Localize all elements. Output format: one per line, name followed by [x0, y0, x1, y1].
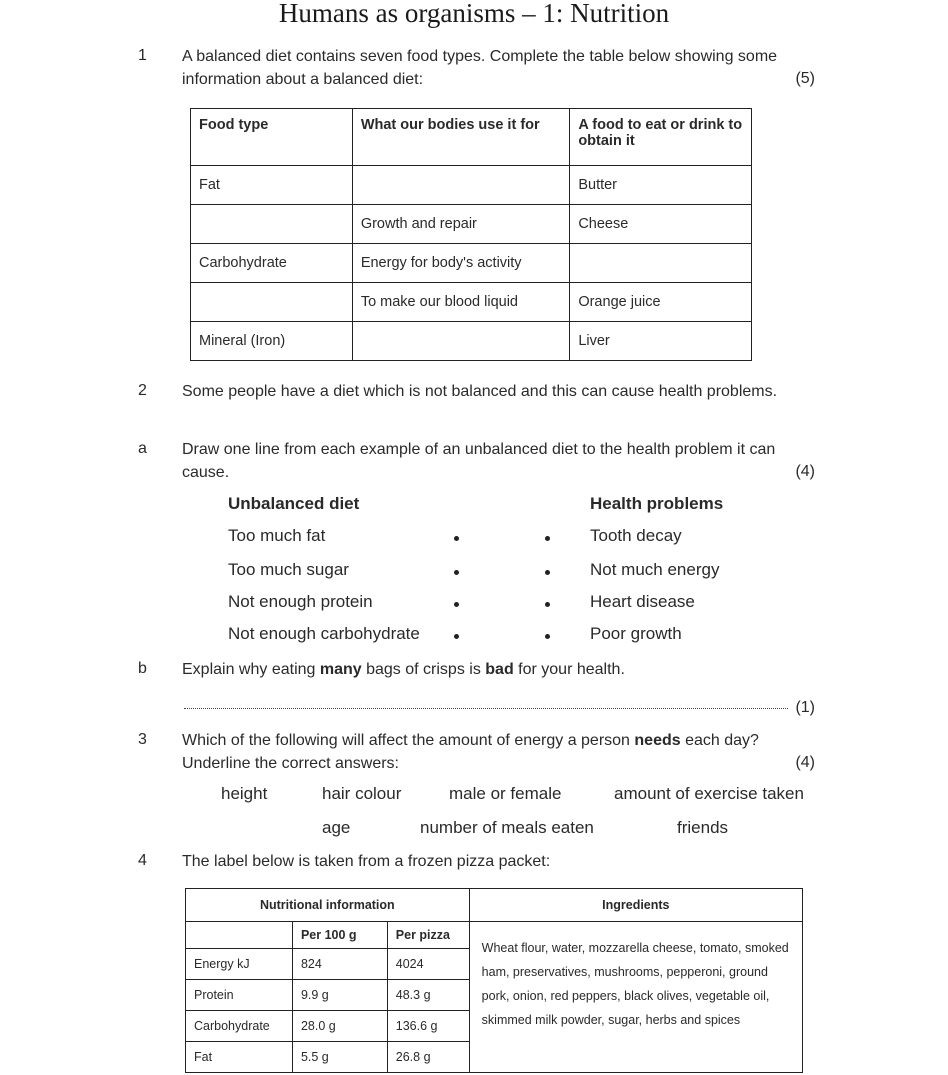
right-match-dot[interactable]: [545, 536, 550, 541]
question-4-number: 4: [138, 852, 147, 869]
right-match-dot[interactable]: [545, 570, 550, 575]
table-row: [191, 166, 752, 205]
problem-item-heart-disease: Heart disease: [590, 592, 695, 611]
table-cell[interactable]: [352, 166, 570, 205]
balanced-diet-table: [190, 108, 752, 361]
left-match-dot[interactable]: [454, 602, 459, 607]
per-pizza-header: Per pizza: [387, 922, 469, 949]
table-row: [191, 283, 752, 322]
diet-item-too-much-fat: Too much fat: [228, 526, 326, 545]
diet-item-too-much-sugar: Too much sugar: [228, 560, 349, 579]
table-cell[interactable]: Fat: [191, 166, 353, 205]
header-food-to-eat: A food to eat or drink to obtain it: [570, 109, 752, 166]
nutrient-per-100g: 9.9 g: [292, 980, 387, 1011]
nutrient-per-100g: 824: [292, 949, 387, 980]
table-cell[interactable]: [352, 322, 570, 361]
nutrient-per-pizza: 4024: [387, 949, 469, 980]
question-1-text: A balanced diet contains seven food types. Complete the table below showing some information about a balanced diet:: [182, 48, 778, 88]
question-2a-label: a: [138, 440, 147, 457]
table-row: [191, 205, 752, 244]
option-male-or-female[interactable]: male or female: [449, 784, 562, 803]
question-2b-text: Explain why eating many bags of crisps is bad for your health.: [182, 661, 625, 678]
left-match-dot[interactable]: [454, 570, 459, 575]
diet-item-not-enough-carbohydrate: Not enough carbohydrate: [228, 624, 420, 643]
table-cell[interactable]: Energy for body's activity: [352, 244, 570, 283]
table-cell[interactable]: [191, 283, 353, 322]
option-age[interactable]: age: [322, 818, 351, 837]
option-friends[interactable]: friends: [677, 818, 729, 837]
question-3-text: Which of the following will affect the amount of energy a person needs each day?: [182, 732, 759, 749]
question-1-number: 1: [138, 47, 147, 64]
table-cell[interactable]: To make our blood liquid: [352, 283, 570, 322]
table-cell[interactable]: Carbohydrate: [191, 244, 353, 283]
nutrient-per-100g: 28.0 g: [292, 1011, 387, 1042]
left-match-dot[interactable]: [454, 634, 459, 639]
table-cell[interactable]: Mineral (Iron): [191, 322, 353, 361]
header-food-type: Food type: [191, 109, 353, 166]
left-match-dot[interactable]: [454, 536, 459, 541]
unbalanced-diet-header: Unbalanced diet: [228, 494, 360, 513]
nutrient-name: Fat: [186, 1042, 293, 1073]
health-problems-header: Health problems: [590, 494, 724, 513]
question-2a-marks: (4): [795, 463, 815, 480]
problem-item-poor-growth: Poor growth: [590, 624, 682, 643]
problem-item-not-much-energy: Not much energy: [590, 560, 720, 579]
page-title: Humans as organisms – 1: Nutrition: [278, 0, 670, 28]
table-cell[interactable]: [570, 244, 752, 283]
nutrient-name: Carbohydrate: [186, 1011, 293, 1042]
option-amount-of-exercise[interactable]: amount of exercise taken: [614, 784, 804, 803]
nutrition-header: Nutritional information: [186, 889, 470, 922]
option-number-of-meals[interactable]: number of meals eaten: [420, 818, 594, 837]
pizza-label-table: [185, 888, 803, 1073]
per-100g-header: Per 100 g: [292, 922, 387, 949]
table-row: [191, 244, 752, 283]
nutrient-name: Protein: [186, 980, 293, 1011]
diet-item-not-enough-protein: Not enough protein: [228, 592, 373, 611]
answer-line[interactable]: [184, 708, 788, 709]
question-3-marks: (4): [795, 754, 815, 771]
nutrient-per-100g: 5.5 g: [292, 1042, 387, 1073]
table-cell[interactable]: Liver: [570, 322, 752, 361]
question-1-marks: (5): [795, 70, 815, 87]
table-row: [191, 322, 752, 361]
table-cell[interactable]: Growth and repair: [352, 205, 570, 244]
nutrient-per-pizza: 48.3 g: [387, 980, 469, 1011]
table-cell[interactable]: Cheese: [570, 205, 752, 244]
question-4-text: The label below is taken from a frozen pizza packet:: [182, 853, 551, 870]
question-2-text: Some people have a diet which is not balanced and this can cause health problems.: [182, 383, 778, 400]
question-2a-text: Draw one line from each example of an unbalanced diet to the health problem it can cause.: [182, 441, 776, 481]
right-match-dot[interactable]: [545, 634, 550, 639]
nutrient-per-pizza: 26.8 g: [387, 1042, 469, 1073]
ingredients-header: Ingredients: [469, 889, 802, 922]
question-2b-marks: (1): [795, 699, 815, 716]
right-match-dot[interactable]: [545, 602, 550, 607]
table-cell[interactable]: Butter: [570, 166, 752, 205]
question-2b-label: b: [138, 660, 147, 677]
option-height[interactable]: height: [221, 784, 268, 803]
nutrient-name: Energy kJ: [186, 949, 293, 980]
option-hair-colour[interactable]: hair colour: [322, 784, 402, 803]
nutrient-per-pizza: 136.6 g: [387, 1011, 469, 1042]
header-bodies-use: What our bodies use it for: [352, 109, 570, 166]
table-cell[interactable]: Orange juice: [570, 283, 752, 322]
question-2-number: 2: [138, 382, 147, 399]
table-cell[interactable]: [191, 205, 353, 244]
blank-header-cell: [186, 922, 293, 949]
problem-item-tooth-decay: Tooth decay: [590, 526, 682, 545]
question-3-number: 3: [138, 731, 147, 748]
ingredients-text: Wheat flour, water, mozzarella cheese, tomato, smoked ham, preservatives, mushrooms, pepperoni, ground pork, onion, red peppers, black olives, vegetable oil, skimmed milk powder, sugar, herbs and spices: [469, 922, 802, 1073]
question-3-instruction: Underline the correct answers:: [182, 755, 399, 772]
